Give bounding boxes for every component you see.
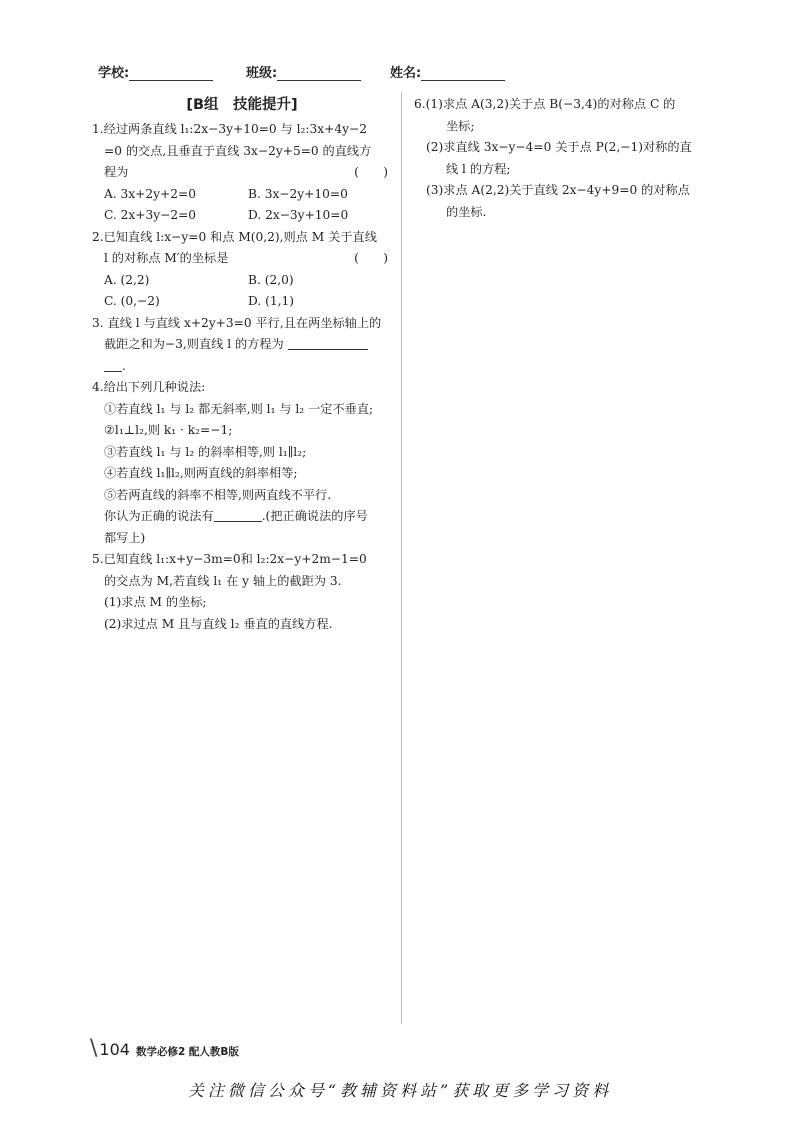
q4-statement-1: ①若直线 l₁ 与 l₂ 都无斜率,则 l₁ 与 l₂ 一定不垂直;	[104, 401, 374, 416]
q6-part-3-line-2: 的坐标.	[446, 204, 487, 219]
school-blank[interactable]	[129, 66, 213, 81]
q2-option-c[interactable]: C. (0,−2)	[104, 294, 160, 308]
column-divider	[401, 92, 402, 1024]
q1-option-b[interactable]: B. 3x−2y+10=0	[248, 186, 348, 201]
question-1	[92, 119, 392, 227]
q1-line-2: =0 的交点,且垂直于直线 3x−2y+5=0 的直线方	[104, 143, 372, 158]
q6-line-2: 坐标;	[446, 118, 475, 133]
q3-line-1: 3. 直线 l 与直线 x+2y+3=0 平行,且在两坐标轴上的	[92, 315, 382, 330]
q3-answer-blank-1[interactable]	[288, 336, 368, 350]
section-title: [B组 技能提升]	[186, 97, 298, 113]
school-field	[98, 62, 213, 81]
q2-option-a[interactable]: A. (2,2)	[104, 272, 150, 287]
footer-slash-mark: \	[90, 1036, 98, 1061]
q2-answer-paren[interactable]: ( )	[354, 251, 388, 265]
q4-answer-blank[interactable]	[214, 508, 262, 522]
q3-line-2	[92, 334, 392, 356]
q1-stem-end: 程为	[104, 165, 129, 179]
q4-answer-hint-end: 都写上)	[104, 530, 146, 545]
handwritten-watermark: 关注微信公众号“教辅资料站”获取更多学习资料	[187, 1081, 613, 1100]
q5-line-1: 5.已知直线 l₁:x+y−3m=0和 l₂:2x−y+2m−1=0	[92, 552, 367, 566]
q4-statement-3: ③若直线 l₁ 与 l₂ 的斜率相等,则 l₁∥l₂;	[104, 444, 307, 459]
question-5	[92, 549, 392, 635]
q4-statement-2: ②l₁⊥l₂,则 k₁ · k₂=−1;	[104, 423, 233, 437]
q2-stem-end: l 的对称点 M′的坐标是	[104, 251, 229, 265]
q4-answer-prompt: 你认为正确的说法有	[104, 509, 214, 523]
class-label: 班级:	[246, 66, 278, 81]
q2-options-row-1	[92, 270, 392, 292]
class-field	[246, 62, 361, 81]
q2-line-2	[92, 248, 392, 270]
q3-line-3	[92, 356, 392, 378]
name-label: 姓名:	[390, 66, 422, 81]
q1-line-3	[92, 162, 392, 184]
q5-line-2: 的交点为 M,若直线 l₁ 在 y 轴上的截距为 3.	[104, 573, 342, 588]
q4-statement-5: ⑤若两直线的斜率不相等,则两直线不平行.	[104, 487, 332, 502]
q5-part-2: (2)求过点 M 且与直线 l₂ 垂直的直线方程.	[104, 616, 333, 631]
q1-option-d[interactable]: D. 2x−3y+10=0	[248, 208, 349, 222]
q3-period: .	[122, 358, 126, 373]
page-number: 104	[99, 1040, 130, 1059]
q1-options-row-1	[92, 184, 392, 206]
q6-part-3-line-1: (3)求点 A(2,2)关于直线 2x−4y+9=0 的对称点	[426, 183, 690, 197]
q3-stem: 截距之和为−3,则直线 l 的方程为	[104, 337, 284, 351]
q2-option-d[interactable]: D. (1,1)	[248, 294, 294, 308]
school-label: 学校:	[98, 66, 130, 81]
q6-line-1: 6.(1)求点 A(3,2)关于点 B(−3,4)的对称点 C 的	[414, 97, 676, 111]
name-blank[interactable]	[421, 66, 505, 81]
question-3	[92, 313, 392, 378]
name-field	[390, 62, 505, 81]
q2-line-1: 2.已知直线 l:x−y=0 和点 M(0,2),则点 M 关于直线	[92, 229, 377, 244]
q6-part-2-line-1: (2)求直线 3x−y−4=0 关于点 P(2,−1)对称的直	[426, 140, 692, 154]
q1-answer-paren[interactable]: ( )	[354, 165, 388, 179]
q1-options-row-2	[92, 205, 392, 227]
q4-answer-line	[92, 506, 392, 528]
q3-answer-blank-2[interactable]	[104, 358, 122, 372]
q2-options-row-2	[92, 291, 392, 313]
left-column	[92, 94, 392, 635]
page-footer	[90, 1036, 239, 1061]
question-6	[414, 94, 714, 223]
right-column	[414, 94, 714, 223]
q4-statement-4: ④若直线 l₁∥l₂,则两直线的斜率相等;	[104, 466, 298, 480]
student-info-header	[0, 62, 800, 86]
book-title: 数学必修2 配人教B版	[135, 1046, 239, 1058]
question-4	[92, 377, 392, 549]
q4-answer-hint: .(把正确说法的序号	[261, 509, 368, 523]
class-blank[interactable]	[277, 66, 361, 81]
q6-part-2-line-2: 线 l 的方程;	[446, 161, 511, 176]
q1-option-a[interactable]: A. 3x+2y+2=0	[104, 186, 196, 201]
question-2	[92, 227, 392, 313]
q2-option-b[interactable]: B. (2,0)	[248, 272, 294, 287]
q5-part-1: (1)求点 M 的坐标;	[104, 595, 207, 609]
q1-line-1: 1.经过两条直线 l₁:2x−3y+10=0 与 l₂:3x+4y−2	[92, 122, 367, 136]
q1-option-c[interactable]: C. 2x+3y−2=0	[104, 208, 197, 222]
q4-line-1: 4.给出下列几种说法:	[92, 380, 206, 394]
